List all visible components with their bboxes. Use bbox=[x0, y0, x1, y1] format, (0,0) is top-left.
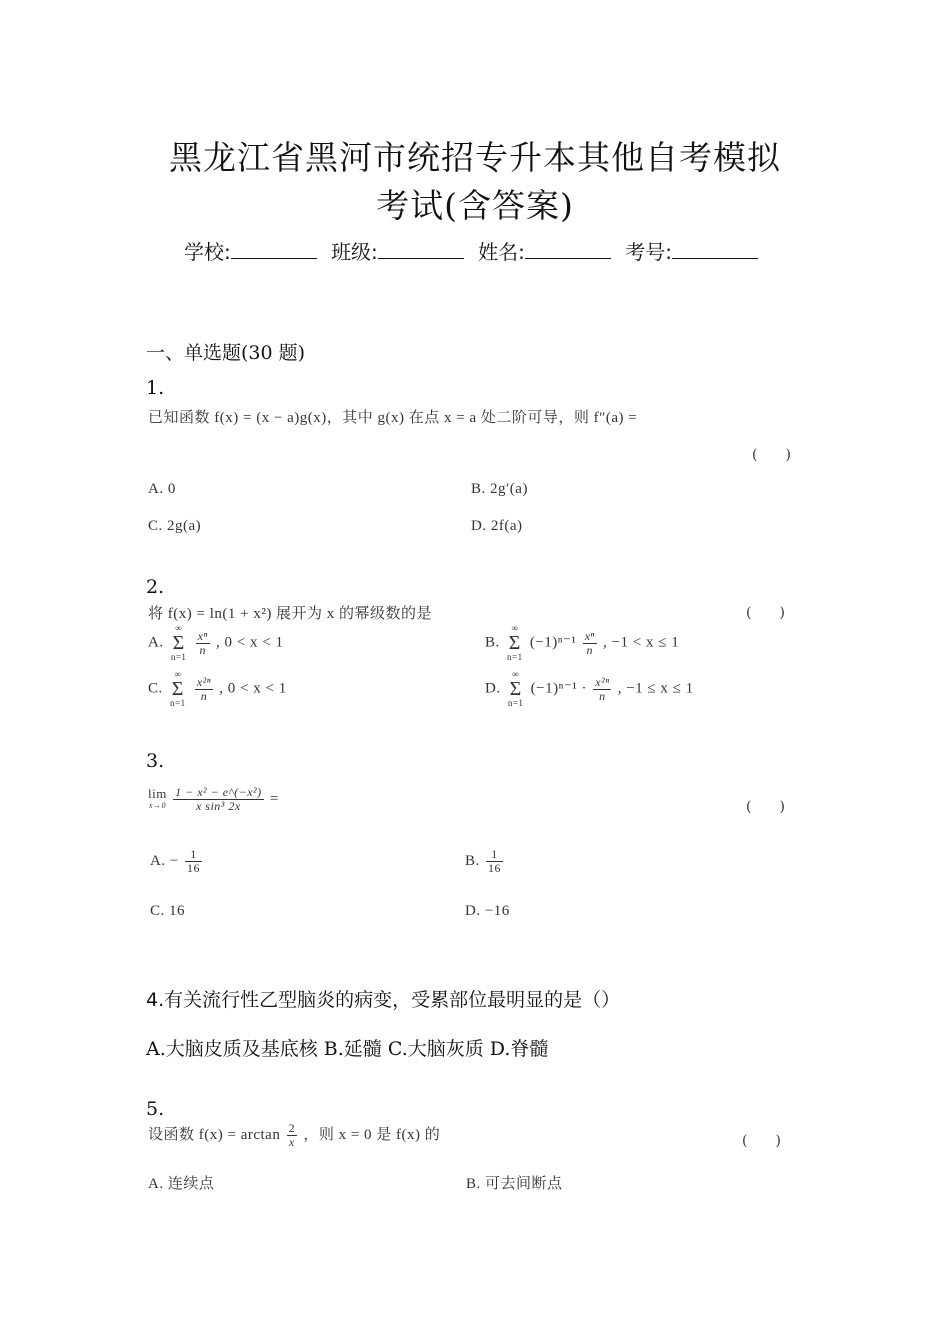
school-label: 学校: bbox=[183, 240, 231, 264]
name-blank[interactable] bbox=[525, 240, 611, 259]
q4-options: A.大脑皮质及基底核 B.延髓 C.大脑灰质 D.脊髓 bbox=[146, 1038, 549, 1060]
q5-option-b: B. 可去间断点 bbox=[466, 1176, 563, 1192]
q1-option-a: A. 0 bbox=[148, 481, 176, 497]
q2c-range: , 0 < x < 1 bbox=[219, 680, 287, 697]
q2d-pre: (−1)ⁿ⁻¹ · bbox=[530, 680, 588, 697]
q2b-sum: ∞ Σ n=1 bbox=[507, 623, 523, 662]
q1-stem: 已知函数 f(x) = (x − a)g(x)，其中 g(x) 在点 x = a 处二阶可导，则 f″(a) = bbox=[148, 410, 638, 426]
q3-option-a bbox=[150, 848, 204, 875]
q3a-frac: $\frac{1}{16}$ bbox=[187, 847, 201, 875]
q3b-frac: $\frac{1}{16}$ bbox=[488, 847, 502, 875]
q2b-pre: (−1)ⁿ⁻¹ bbox=[529, 634, 577, 651]
q3-option-b bbox=[465, 848, 505, 875]
q2-option-d bbox=[485, 670, 694, 708]
q5-stem-post: ，则 x = 0 是 f(x) 的 bbox=[303, 1126, 441, 1143]
q2-option-c bbox=[148, 670, 287, 708]
q2b-frac: $\frac{\text{xⁿ}}{n}$ bbox=[584, 628, 595, 657]
q3-option-c: C. 16 bbox=[150, 903, 186, 919]
q2d-label: D. bbox=[485, 680, 501, 697]
q2a-label: A. bbox=[148, 634, 164, 651]
q2a-sum: ∞ Σ n=1 bbox=[170, 623, 187, 662]
q3-answer-paren: ( ) bbox=[746, 799, 785, 815]
page-title-line1: 黑龙江省黑河市统招专升本其他自考模拟 bbox=[169, 138, 781, 177]
q5-stem-pre: 设函数 f(x) = arctan bbox=[148, 1126, 281, 1143]
q3-limit: lim x→0 bbox=[148, 785, 167, 810]
q2b-range: , −1 < x ≤ 1 bbox=[603, 634, 680, 651]
q2c-sum: ∞ Σ n=1 bbox=[170, 669, 186, 708]
q5-answer-paren: ( ) bbox=[742, 1133, 781, 1149]
q5-number: 5. bbox=[146, 1098, 165, 1120]
q1-number: 1. bbox=[146, 377, 165, 399]
q5-frac: $\frac{2}{x}$ bbox=[288, 1121, 296, 1149]
page-title-line2: 考试(含答案) bbox=[376, 186, 574, 225]
q3b-label: B. bbox=[465, 852, 480, 869]
q2b-label: B. bbox=[485, 634, 500, 651]
q2-stem: 将 f(x) = ln(1 + x²) 展开为 x 的幂级数的是 bbox=[148, 606, 433, 622]
q4-stem: 4.有关流行性乙型脑炎的病变，受累部位最明显的是（） bbox=[146, 989, 621, 1011]
school-blank[interactable] bbox=[231, 240, 317, 259]
q3a-label: A. − bbox=[150, 852, 179, 869]
q2d-sum: ∞ Σ n=1 bbox=[507, 669, 524, 708]
q2d-range: , −1 ≤ x ≤ 1 bbox=[617, 680, 694, 697]
q2d-frac: $\frac{\text{x²ⁿ}}{n}$ bbox=[595, 674, 610, 703]
q2c-frac: $\frac{\text{x²ⁿ}}{n}$ bbox=[196, 674, 212, 703]
q1-option-b: B. 2g′(a) bbox=[471, 481, 528, 497]
exam-number-label: 考号: bbox=[625, 240, 673, 264]
q5-stem bbox=[148, 1122, 440, 1149]
q2-option-a bbox=[148, 624, 283, 662]
q5-option-a: A. 连续点 bbox=[148, 1176, 215, 1192]
class-label: 班级: bbox=[331, 240, 378, 264]
q3-stem bbox=[148, 786, 279, 813]
q3-number: 3. bbox=[146, 750, 165, 772]
q3-frac: $\frac{\text{1 − x² − e\textasciicircum{}(−x²)}}{\text{x sin³ 2x}}$ bbox=[175, 785, 262, 813]
section-heading: 一、单选题(30 题) bbox=[146, 342, 306, 364]
q1-answer-paren: ( ) bbox=[752, 447, 791, 463]
q2-option-b bbox=[485, 624, 679, 662]
student-info-fields bbox=[0, 236, 950, 265]
q2-number: 2. bbox=[146, 576, 165, 598]
q2a-range: , 0 < x < 1 bbox=[216, 634, 284, 651]
q2c-label: C. bbox=[148, 680, 163, 697]
q1-option-c: C. 2g(a) bbox=[148, 518, 202, 534]
q3-option-d: D. −16 bbox=[465, 903, 510, 919]
q2a-frac: $\frac{\text{xⁿ}}{n}$ bbox=[197, 628, 208, 657]
q2-answer-paren: ( ) bbox=[746, 605, 785, 621]
q1-option-d: D. 2f(a) bbox=[471, 518, 523, 534]
exam-number-blank[interactable] bbox=[672, 240, 758, 259]
q3-eq: = bbox=[269, 790, 279, 807]
class-blank[interactable] bbox=[378, 240, 464, 259]
name-label: 姓名: bbox=[478, 240, 525, 264]
